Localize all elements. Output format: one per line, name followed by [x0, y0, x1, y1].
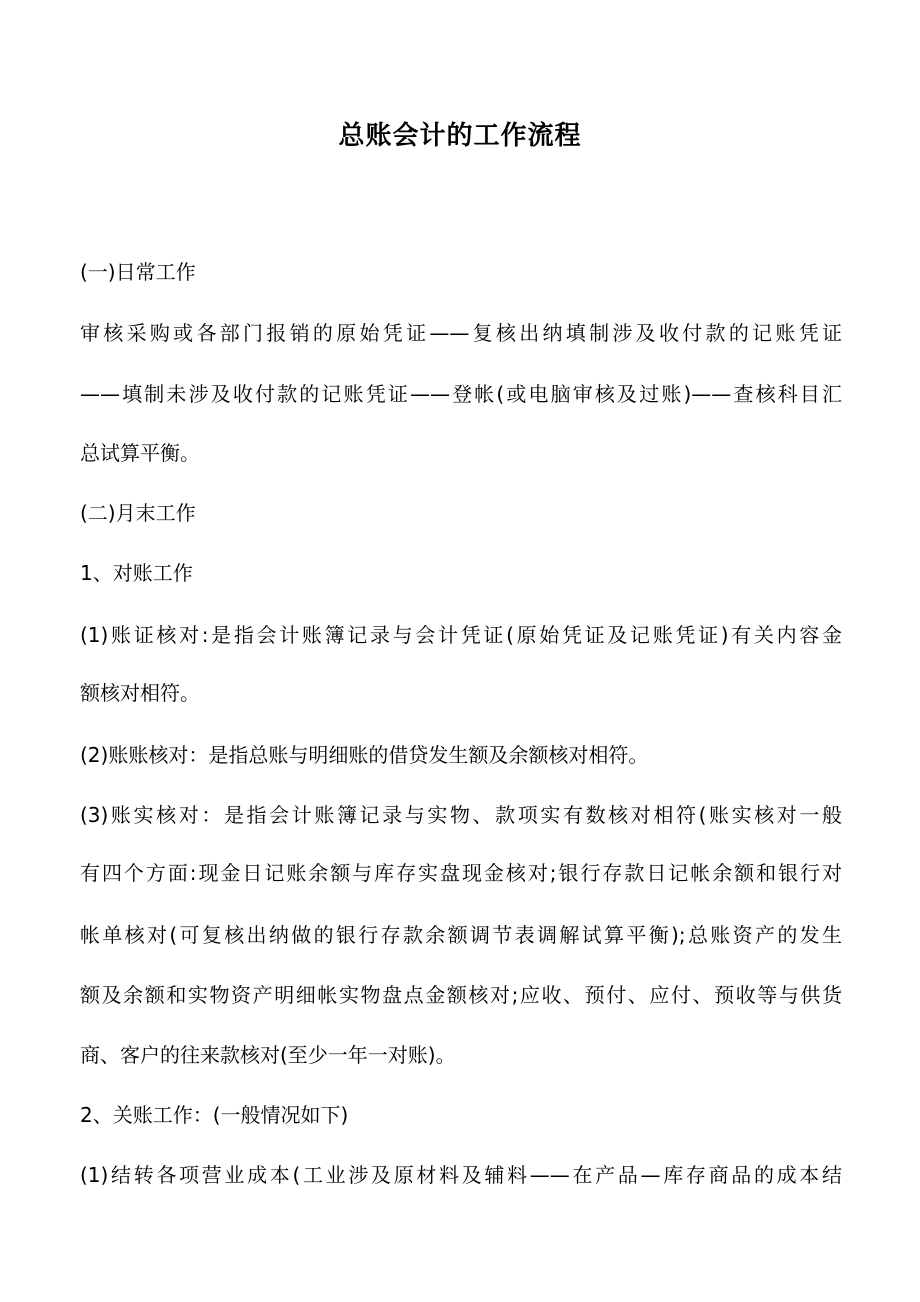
- paragraph-line: 帐单核对(可复核出纳做的银行存款余额调节表调解试算平衡);总账资产的发生: [80, 923, 842, 947]
- paragraph-line: (1)结转各项营业成本(工业涉及原材料及辅料——在产品—库存商品的成本结: [80, 1163, 842, 1187]
- paragraph-line: 商、客户的往来款核对(至少一年一对账)。: [80, 1043, 456, 1067]
- paragraph-line: (1)账证核对:是指会计账簿记录与会计凭证(原始凭证及记账凭证)有关内容金: [80, 623, 842, 647]
- section-heading-month-end: (二)月末工作: [80, 501, 196, 525]
- paragraph-line: 总试算平衡。: [80, 441, 200, 465]
- paragraph-line: ——填制未涉及收付款的记账凭证——登帐(或电脑审核及过账)——查核科目汇: [80, 382, 842, 406]
- paragraph-line: 有四个方面:现金日记账余额与库存实盘现金核对;银行存款日记帐余额和银行对: [80, 861, 842, 885]
- subsection-heading-reconciliation: 1、对账工作: [80, 561, 193, 585]
- subsection-heading-closing: 2、关账工作：(一般情况如下): [80, 1103, 349, 1127]
- paragraph-line: 额核对相符。: [80, 681, 200, 705]
- section-heading-daily-work: (一)日常工作: [80, 260, 196, 284]
- paragraph-line: (2)账账核对：是指总账与明细账的借贷发生额及余额核对相符。: [80, 743, 649, 767]
- paragraph-line: 审核采购或各部门报销的原始凭证——复核出纳填制涉及收付款的记账凭证: [80, 321, 842, 345]
- paragraph-line: (3)账实核对：是指会计账簿记录与实物、款项实有数核对相符(账实核对一般: [80, 803, 842, 827]
- paragraph-line: 额及余额和实物资产明细帐实物盘点金额核对;应收、预付、应付、预收等与供货: [80, 983, 842, 1007]
- document-title: 总账会计的工作流程: [338, 121, 582, 151]
